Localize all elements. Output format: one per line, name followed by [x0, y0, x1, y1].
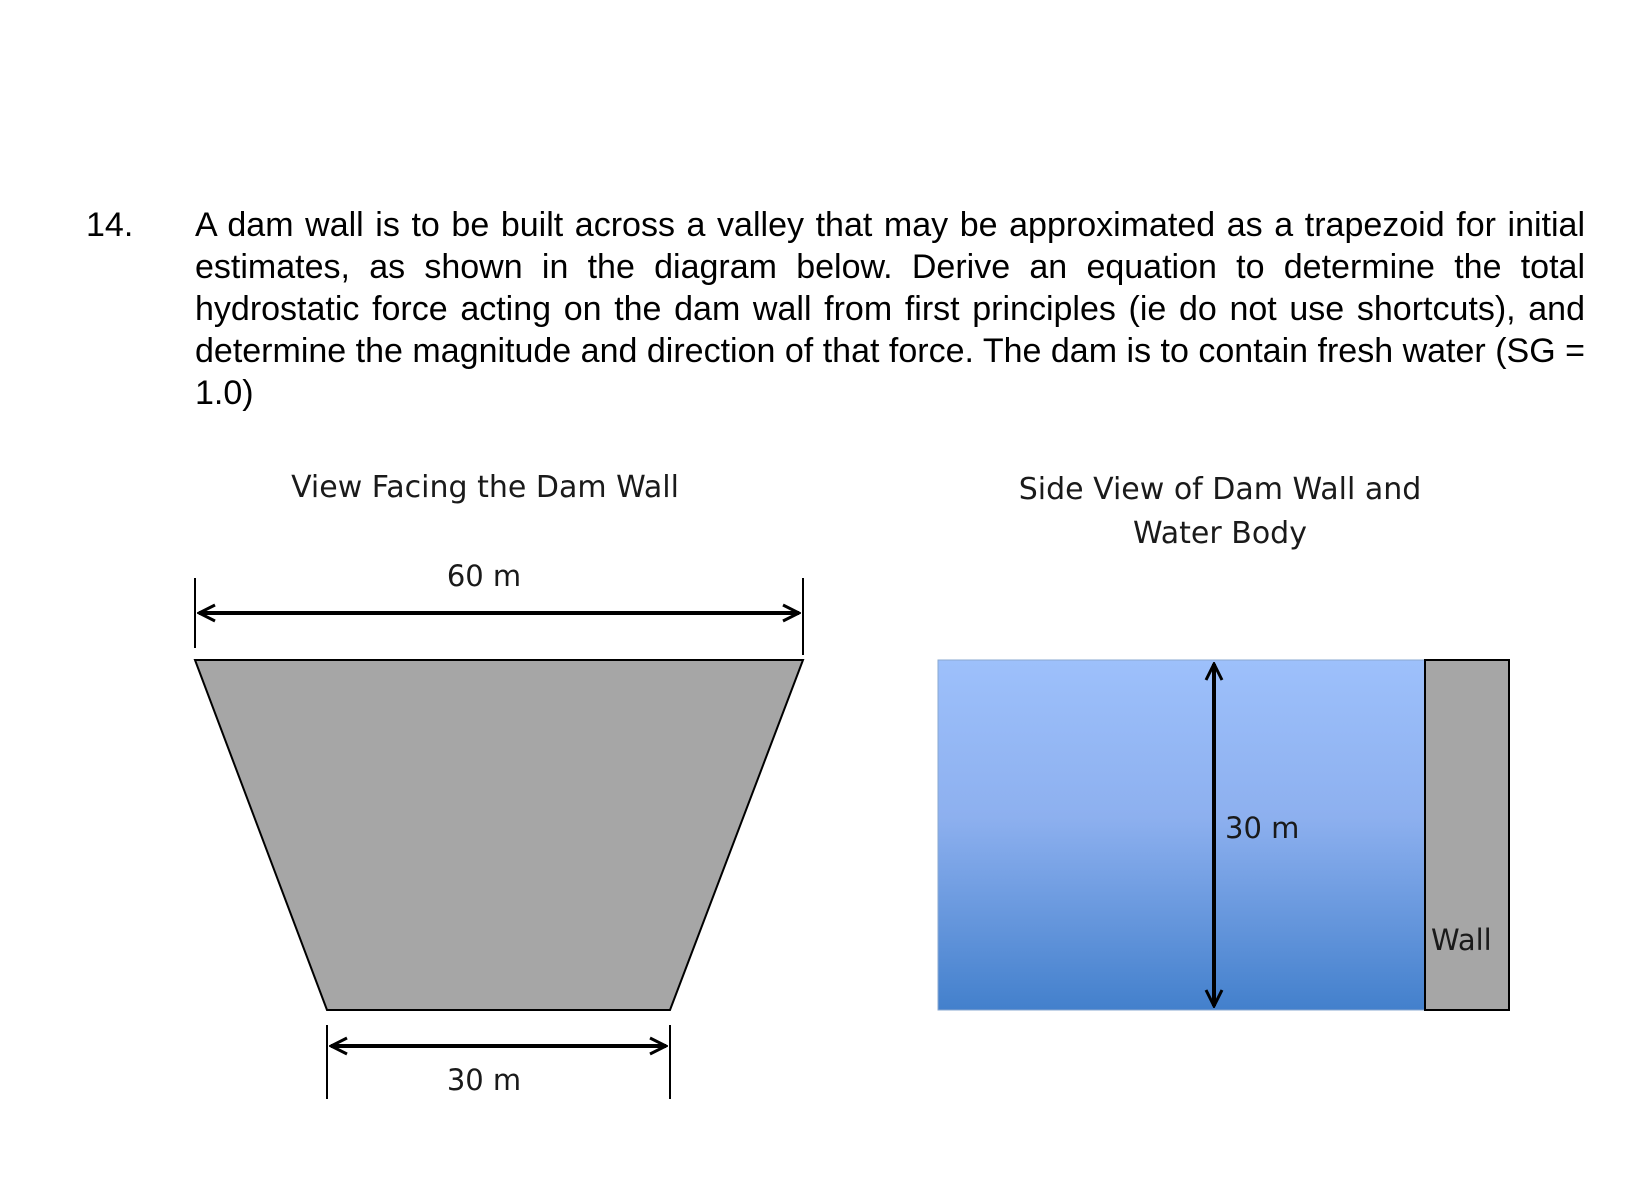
- side-view-caption-line1: Side View of Dam Wall and: [1018, 472, 1422, 507]
- wall-label: Wall: [1431, 923, 1492, 957]
- top-width-label: 60 m: [446, 559, 522, 593]
- question-text: A dam wall is to be built across a valley that may be approximated as a trapezoid for initial estimates, as shown in the diagram below. Derive an equation to determine the total hydrostatic force acting on the dam wall from first principles (ie do not use shortcuts), and determine the magnitude and direction of that force. The dam is to contain fresh water (SG = 1.0): [195, 206, 1585, 412]
- dam-wall-trapezoid: [195, 660, 803, 1010]
- side-wall: [1425, 660, 1509, 1010]
- depth-label: 30 m: [1225, 811, 1300, 845]
- question-number: 14.: [86, 206, 134, 244]
- water-body: [938, 660, 1426, 1010]
- side-view-caption-line2: Water Body: [1133, 516, 1307, 551]
- top-width-dimension: [195, 559, 803, 655]
- bottom-width-label: 30 m: [446, 1063, 522, 1097]
- front-view-caption: View Facing the Dam Wall: [291, 470, 679, 505]
- bottom-width-dimension: [327, 1025, 670, 1099]
